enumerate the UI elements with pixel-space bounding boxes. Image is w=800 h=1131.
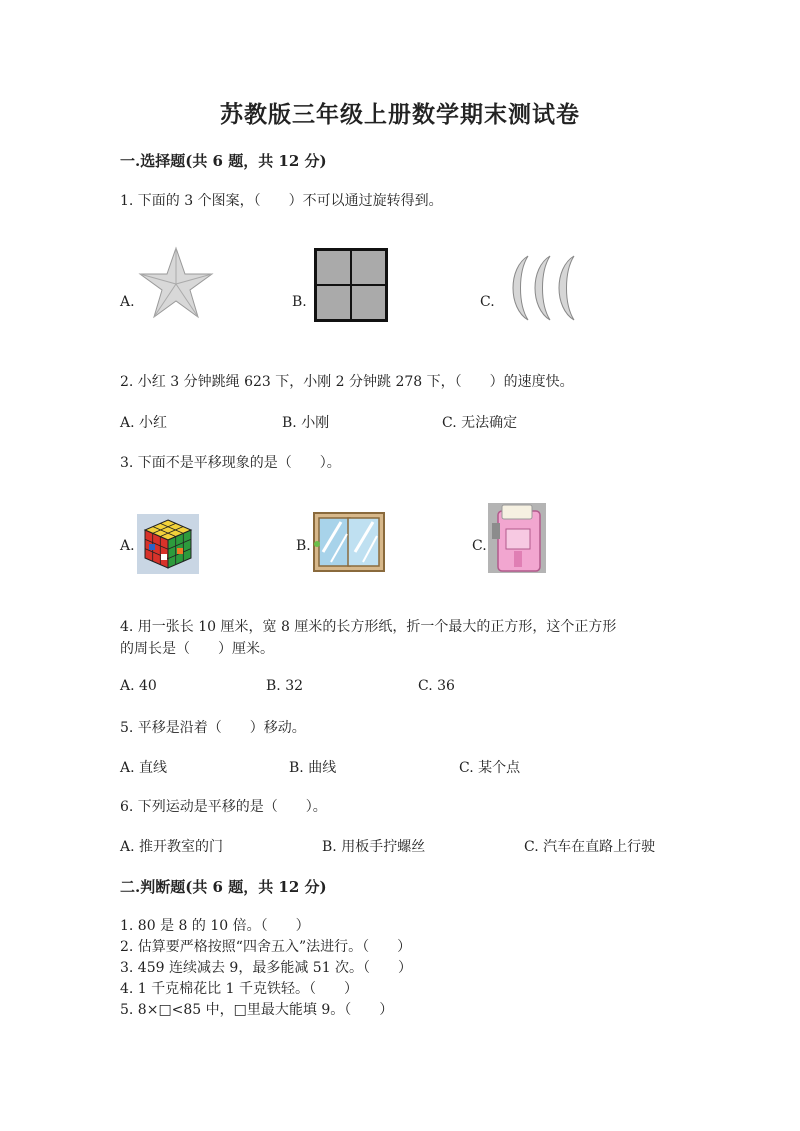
q3-option-b-label: B. <box>296 538 311 554</box>
section-heading-true-false: 二.判断题(共 6 题，共 12 分) <box>120 878 327 896</box>
rubiks-cube-image <box>137 514 199 574</box>
question-1: 1. 下面的 3 个图案，（ ）不可以通过旋转得到。 <box>120 193 443 209</box>
q4-option-b: B. 32 <box>266 678 304 694</box>
tf-item-3: 3. 459 连续减去 9，最多能减 51 次。（ ） <box>120 960 413 976</box>
q6-option-b: B. 用板手拧螺丝 <box>322 839 426 855</box>
question-3: 3. 下面不是平移现象的是（ ）。 <box>120 455 341 471</box>
question-2: 2. 小红 3 分钟跳绳 623 下，小刚 2 分钟跳 278 下，（ ）的速度快。 <box>120 374 574 390</box>
q4-option-a: A. 40 <box>120 678 157 694</box>
q2-option-b: B. 小刚 <box>282 415 330 431</box>
q1-option-c-label: C. <box>480 294 495 310</box>
q2-option-a: A. 小红 <box>120 415 168 431</box>
tf-item-2: 2. 估算要严格按照“四舍五入”法进行。（ ） <box>120 939 412 955</box>
q5-option-a: A. 直线 <box>120 760 168 776</box>
page-title: 苏教版三年级上册数学期末测试卷 <box>220 101 580 128</box>
sliding-window-image <box>313 512 385 572</box>
question-6: 6. 下列运动是平移的是（ ）。 <box>120 799 327 815</box>
q1-option-a-label: A. <box>120 294 135 310</box>
section-heading-choice: 一.选择题(共 6 题，共 12 分) <box>120 152 327 170</box>
q3-option-c-label: C. <box>472 538 487 554</box>
q3-option-a-label: A. <box>120 538 135 554</box>
q4-option-c: C. 36 <box>418 678 455 694</box>
q6-option-c: C. 汽车在直路上行驶 <box>524 839 656 855</box>
q5-option-b: B. 曲线 <box>289 760 337 776</box>
q2-option-c: C. 无法确定 <box>442 415 518 431</box>
question-4-line-1: 4. 用一张长 10 厘米，宽 8 厘米的长方形纸，折一个最大的正方形，这个正方形 <box>120 619 617 635</box>
question-4-line-2: 的周长是（ ）厘米。 <box>120 641 274 657</box>
star-shape-image <box>138 246 214 320</box>
q1-option-b-label: B. <box>292 294 307 310</box>
q6-option-a: A. 推开教室的门 <box>120 839 224 855</box>
question-5: 5. 平移是沿着（ ）移动。 <box>120 720 306 736</box>
pink-machine-image <box>488 503 546 573</box>
crescent-moons-image <box>506 254 582 322</box>
tf-item-5: 5. 8×□<85 中，□里最大能填 9。（ ） <box>120 1002 394 1018</box>
tf-item-1: 1. 80 是 8 的 10 倍。（ ） <box>120 918 310 934</box>
q5-option-c: C. 某个点 <box>459 760 521 776</box>
tf-item-4: 4. 1 千克棉花比 1 千克铁轻。（ ） <box>120 981 358 997</box>
four-squares-image <box>314 248 388 322</box>
